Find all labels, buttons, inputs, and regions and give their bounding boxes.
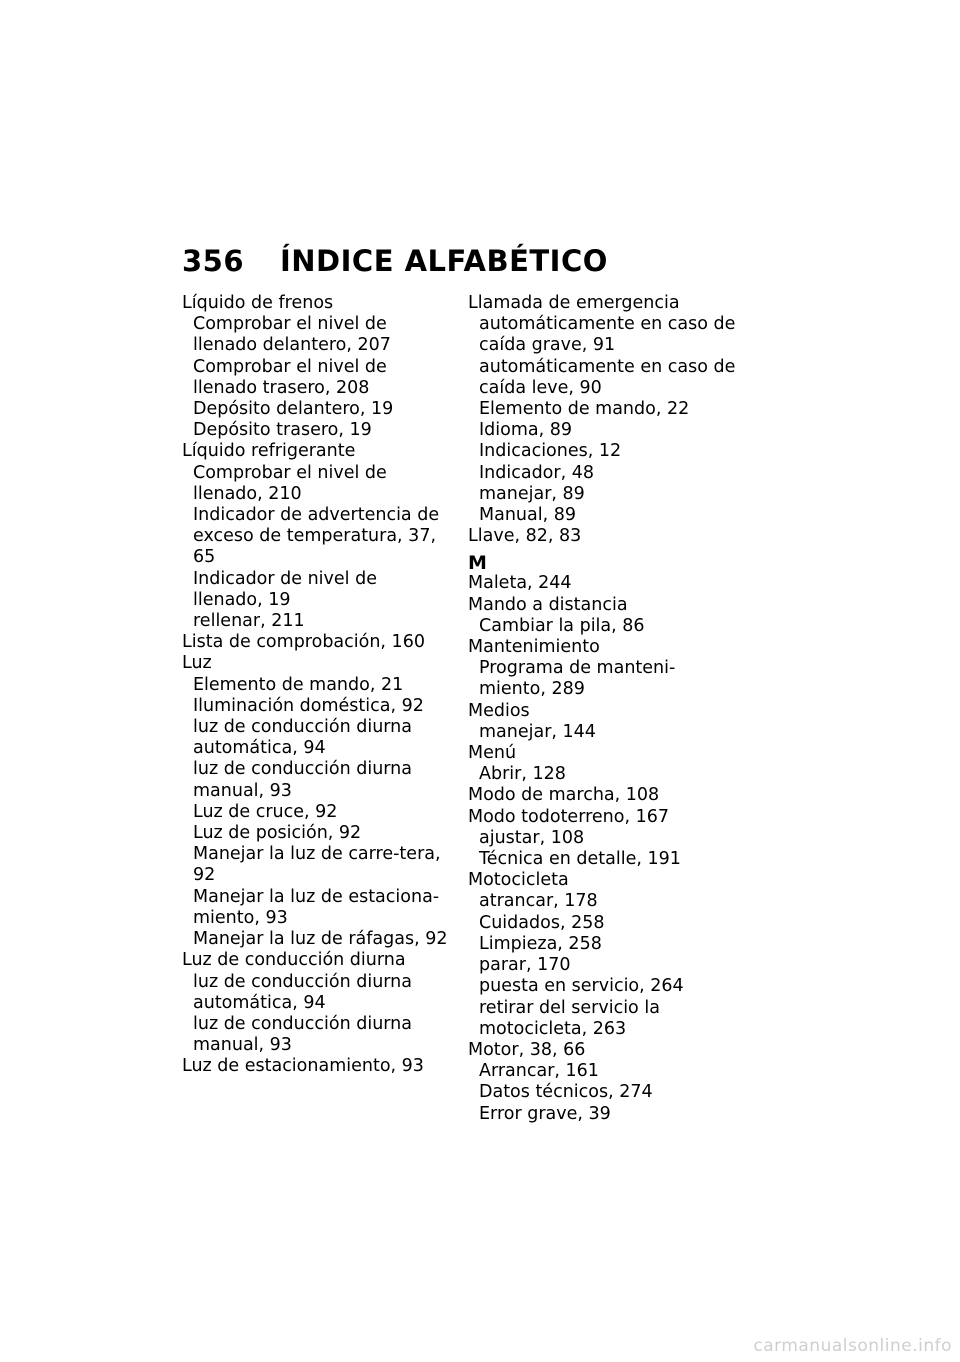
- index-entry: Llave, 82, 83: [468, 526, 582, 547]
- index-subentry: Programa de manteni-miento, 289: [479, 658, 676, 700]
- index-subentry: Indicador de nivel de llenado, 19: [193, 568, 377, 610]
- index-subentry: Cambiar la pila, 86: [479, 615, 645, 636]
- index-subentry: Datos técnicos, 274: [479, 1082, 653, 1103]
- index-subentry: Comprobar el nivel de llenado, 210: [193, 462, 387, 504]
- index-column-left: [182, 293, 452, 1078]
- index-subentry: Indicador, 48: [479, 462, 594, 483]
- index-entry: Líquido refrigerante: [182, 441, 356, 462]
- index-entry: Modo todoterreno, 167: [468, 806, 669, 827]
- index-subentry: Limpieza, 258: [479, 933, 602, 954]
- index-entry: Maleta, 244: [468, 573, 572, 594]
- index-subentry: automáticamente en caso de caída grave, 91: [479, 314, 736, 356]
- index-subentry: manejar, 89: [479, 483, 585, 504]
- index-entry: Motocicleta: [468, 870, 569, 891]
- index-subentry: Arrancar, 161: [479, 1061, 599, 1082]
- index-subentry: Comprobar el nivel de llenado delantero, 207: [193, 314, 391, 356]
- index-entry: Menú: [468, 743, 517, 764]
- index-subentry: ajustar, 108: [479, 827, 585, 848]
- index-subentry: Comprobar el nivel de llenado trasero, 208: [193, 356, 387, 398]
- index-entry: Luz: [182, 653, 212, 674]
- index-subentry: luz de conducción diurna manual, 93: [193, 1013, 412, 1056]
- index-entry: Medios: [468, 700, 530, 721]
- index-letter-heading: M: [468, 552, 487, 575]
- index-subentry: Manual, 89: [479, 505, 576, 526]
- index-subentry: Cuidados, 258: [479, 912, 605, 933]
- index-subentry: automáticamente en caso de caída leve, 90: [479, 356, 736, 398]
- page-title: ÍNDICE ALFABÉTICO: [280, 244, 608, 278]
- index-subentry: parar, 170: [479, 955, 571, 976]
- index-entry: Llamada de emergencia: [468, 293, 680, 313]
- index-entry: Modo de marcha, 108: [468, 785, 660, 806]
- index-subentry: Manejar la luz de estaciona-miento, 93: [193, 886, 440, 928]
- index-entry: Mantenimiento: [468, 637, 600, 658]
- page-header: [182, 242, 608, 280]
- index-subentry: Elemento de mando, 22: [479, 399, 690, 420]
- index-subentry: Indicador de advertencia de exceso de temperatura, 37, 65: [193, 505, 440, 568]
- index-subentry: luz de conducción diurna automática, 94: [193, 971, 412, 1013]
- index-subentry: Iluminación doméstica, 92: [193, 695, 424, 716]
- index-subentry: luz de conducción diurna manual, 93: [193, 759, 412, 801]
- index-subentry: Manejar la luz de carre-tera, 92: [193, 844, 441, 886]
- index-subentry: Depósito trasero, 19: [193, 420, 372, 441]
- index-subentry: Elemento de mando, 21: [193, 674, 404, 695]
- index-subentry: Error grave, 39: [479, 1103, 611, 1124]
- index-entry: Motor, 38, 66: [468, 1039, 586, 1060]
- index-subentry: rellenar, 211: [193, 611, 305, 632]
- page-number: 356: [182, 244, 245, 278]
- index-subentry: Indicaciones, 12: [479, 441, 622, 462]
- index-entry: Líquido de frenos: [182, 293, 334, 313]
- index-subentry: manejar, 144: [479, 721, 596, 742]
- index-subentry: Manejar la luz de ráfagas, 92: [193, 929, 448, 950]
- index-subentry: luz de conducción diurna automática, 94: [193, 717, 412, 759]
- index-subentry: atrancar, 178: [479, 891, 598, 912]
- index-subentry: puesta en servicio, 264: [479, 976, 684, 997]
- index-subentry: Luz de cruce, 92: [193, 801, 338, 822]
- index-entry: Mando a distancia: [468, 594, 628, 615]
- index-subentry: retirar del servicio la motocicleta, 263: [479, 997, 660, 1039]
- index-subentry: Técnica en detalle, 191: [479, 849, 681, 870]
- index-subentry: Luz de posición, 92: [193, 823, 362, 844]
- index-subentry: Idioma, 89: [479, 420, 573, 441]
- index-column-right: [468, 293, 738, 1125]
- index-subentry: Abrir, 128: [479, 764, 566, 785]
- index-entry: Luz de conducción diurna: [182, 950, 406, 971]
- watermark: carmanualsonline.info: [753, 1336, 952, 1356]
- index-entry: Lista de comprobación, 160: [182, 632, 425, 653]
- index-entry: Luz de estacionamiento, 93: [182, 1056, 424, 1077]
- index-subentry: Depósito delantero, 19: [193, 399, 394, 420]
